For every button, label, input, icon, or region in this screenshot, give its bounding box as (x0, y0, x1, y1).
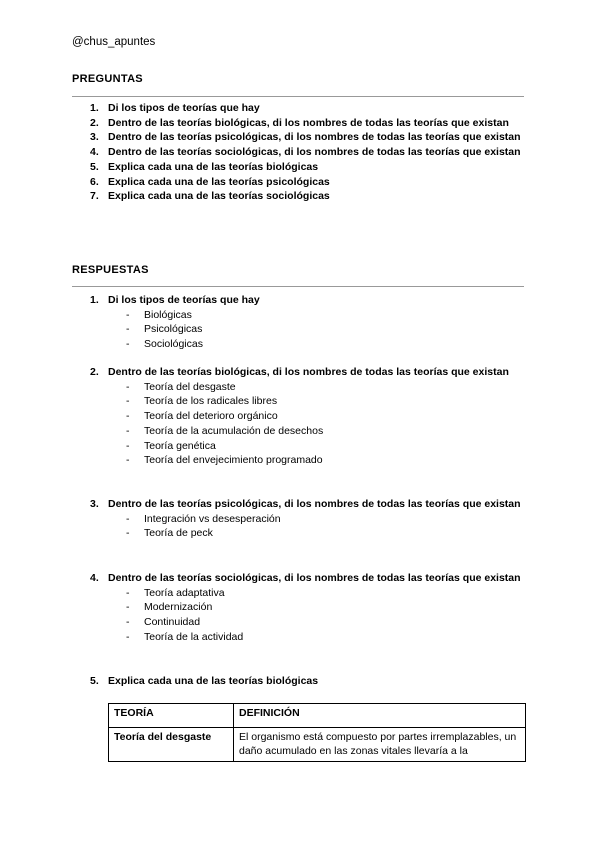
answer-item: - Teoría de los radicales libres (126, 395, 278, 408)
respuestas-heading: RESPUESTAS (72, 264, 149, 276)
answer-item: - Teoría de la acumulación de desechos (126, 424, 324, 437)
preguntas-list (72, 101, 524, 204)
answer-block-3 (72, 497, 524, 541)
respuestas-divider (72, 286, 524, 287)
answer-list (72, 308, 524, 352)
answer-item: - Teoría de la actividad (126, 630, 244, 643)
table-header-row (109, 704, 526, 728)
answer-question: 2. Dentro de las teorías biológicas, di los nombres de todas las teorías que existan (90, 366, 509, 378)
theory-cell: Teoría del desgaste (109, 728, 234, 762)
answer-question: 5. Explica cada una de las teorías biológicas (90, 675, 319, 687)
answer-item: - Continuidad (126, 616, 201, 629)
answer-item: - Teoría del envejecimiento programado (126, 454, 323, 467)
answer-question: 1. Di los tipos de teorías que hay (90, 294, 260, 306)
answer-item: - Teoría del desgaste (126, 380, 236, 393)
answer-block-4 (72, 571, 524, 645)
answer-item: - Psicológicas (126, 323, 203, 336)
answer-item: - Teoría de peck (126, 527, 213, 540)
answer-block-2 (72, 365, 524, 468)
answer-list (72, 380, 524, 468)
answer-item: - Teoría adaptativa (126, 586, 225, 599)
author-handle: @chus_apuntes (72, 36, 156, 48)
column-header-definition: DEFINICIÓN (234, 704, 526, 728)
answer-block-1 (72, 293, 524, 352)
question-item: 6. Explica cada una de las teorías psicológicas (90, 175, 330, 188)
answer-item: - Integración vs desesperación (126, 512, 281, 525)
answer-list (72, 586, 524, 645)
answer-item: - Teoría genética (126, 439, 216, 452)
question-item: 2. Dentro de las teorías biológicas, di los nombres de todas las teorías que existan (90, 116, 509, 129)
answer-item: - Sociológicas (126, 338, 203, 351)
answer-item: - Biológicas (126, 308, 192, 321)
theories-table (108, 703, 526, 762)
answer-item: - Modernización (126, 601, 213, 614)
preguntas-heading: PREGUNTAS (72, 73, 143, 85)
answer-item: - Teoría del deterioro orgánico (126, 410, 278, 423)
definition-cell: El organismo está compuesto por partes irremplazables, un daño acumulado en las zonas vitales llevaría a la (234, 728, 526, 762)
question-item: 3. Dentro de las teorías psicológicas, di los nombres de todas las teorías que existan (90, 131, 521, 144)
answer-question: 3. Dentro de las teorías psicológicas, di los nombres de todas las teorías que existan (90, 498, 521, 510)
question-item: 1. Di los tipos de teorías que hay (90, 102, 260, 114)
question-item: 5. Explica cada una de las teorías biológicas (90, 160, 319, 173)
answer-question: 4. Dentro de las teorías sociológicas, di los nombres de todas las teorías que existan (90, 572, 521, 584)
question-item: 4. Dentro de las teorías sociológicas, di los nombres de todas las teorías que existan (90, 146, 521, 159)
column-header-theory: TEORÍA (109, 704, 234, 728)
answer-block-5 (72, 674, 524, 689)
answer-list (72, 512, 524, 541)
question-item: 7. Explica cada una de las teorías sociológicas (90, 190, 330, 203)
preguntas-divider (72, 96, 524, 97)
table-row (109, 728, 526, 762)
